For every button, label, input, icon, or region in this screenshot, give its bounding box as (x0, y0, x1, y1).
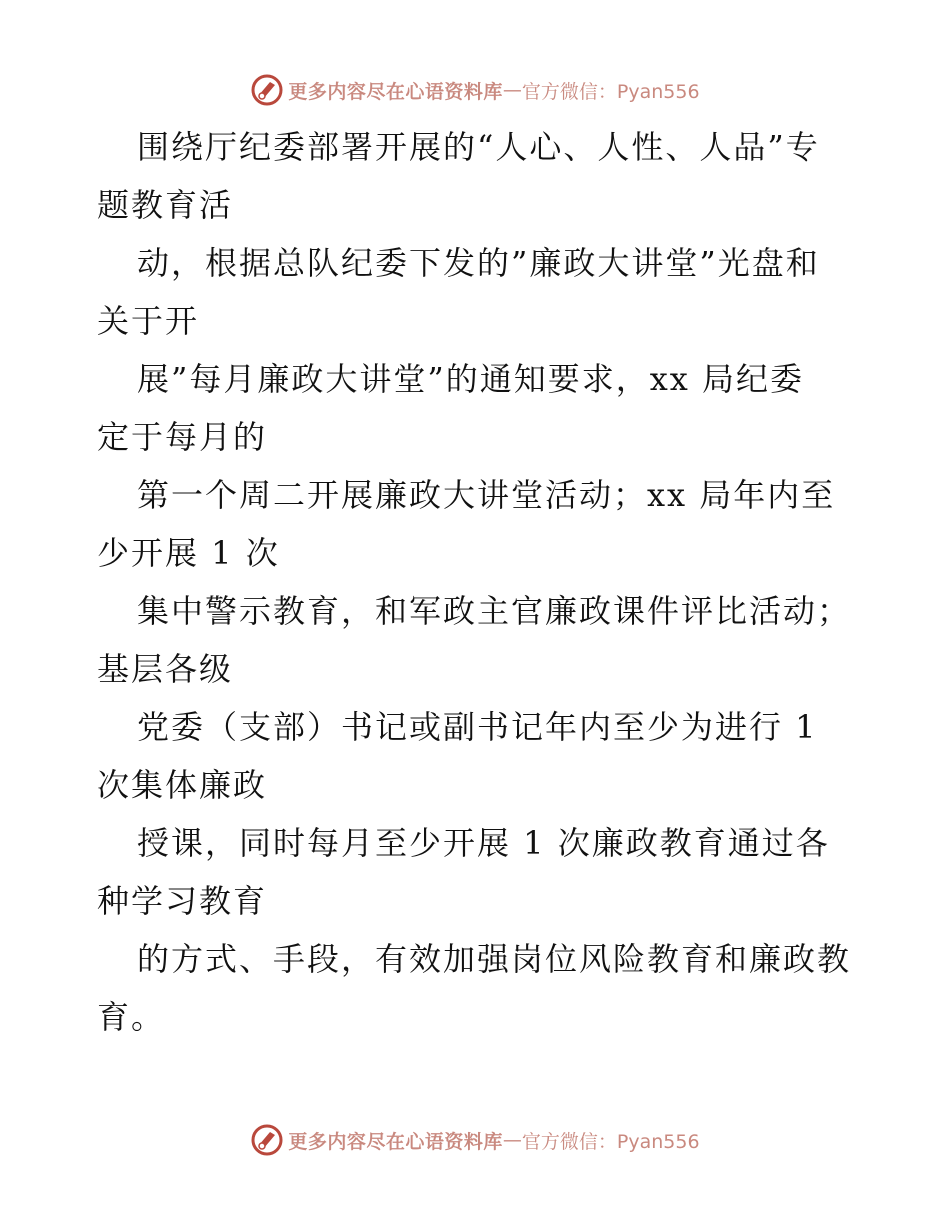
paragraph-line: 定于每月的 (97, 418, 268, 456)
banner-separator: — (502, 1129, 522, 1151)
paragraph-line: 少开展 1 次 (97, 534, 280, 572)
paragraph-line: 题教育活 (97, 186, 234, 224)
paragraph-line: 集中警示教育，和军政主官廉政课件评比活动； (137, 592, 852, 630)
banner-wechat: 官方微信：Pyan556 (521, 80, 700, 103)
logo-icon (250, 73, 284, 107)
paragraph-line: 基层各级 (97, 650, 234, 688)
paragraph-line: 展”每月廉政大讲堂”的通知要求，xx 局纪委 (137, 360, 804, 398)
paragraph-line: 关于开 (97, 302, 200, 340)
paragraph-line: 育。 (97, 998, 166, 1036)
paragraph-line: 种学习教育 (97, 882, 268, 920)
paragraph-line: 第一个周二开展廉政大讲堂活动；xx 局年内至 (137, 476, 836, 514)
header-banner (0, 70, 950, 110)
banner-separator: — (502, 79, 522, 101)
paragraph-line: 党委（支部）书记或副书记年内至少为进行 1 (137, 708, 818, 746)
paragraph-line: 的方式、手段，有效加强岗位风险教育和廉政教 (137, 940, 852, 978)
paragraph-line: 次集体廉政 (97, 766, 268, 804)
paragraph-line: 授课，同时每月至少开展 1 次廉政教育通过各 (137, 824, 830, 862)
logo-icon (250, 1123, 284, 1157)
banner-wechat: 官方微信：Pyan556 (521, 1130, 700, 1153)
footer-banner (0, 1120, 950, 1160)
document-body (97, 118, 857, 1046)
banner-text: 更多内容尽在心语资料库 (288, 80, 503, 103)
paragraph-line: 动，根据总队纪委下发的”廉政大讲堂”光盘和 (137, 244, 820, 282)
paragraph-line: 围绕厅纪委部署开展的“人心、人性、人品”专 (137, 128, 820, 166)
banner-text: 更多内容尽在心语资料库 (288, 1130, 503, 1153)
